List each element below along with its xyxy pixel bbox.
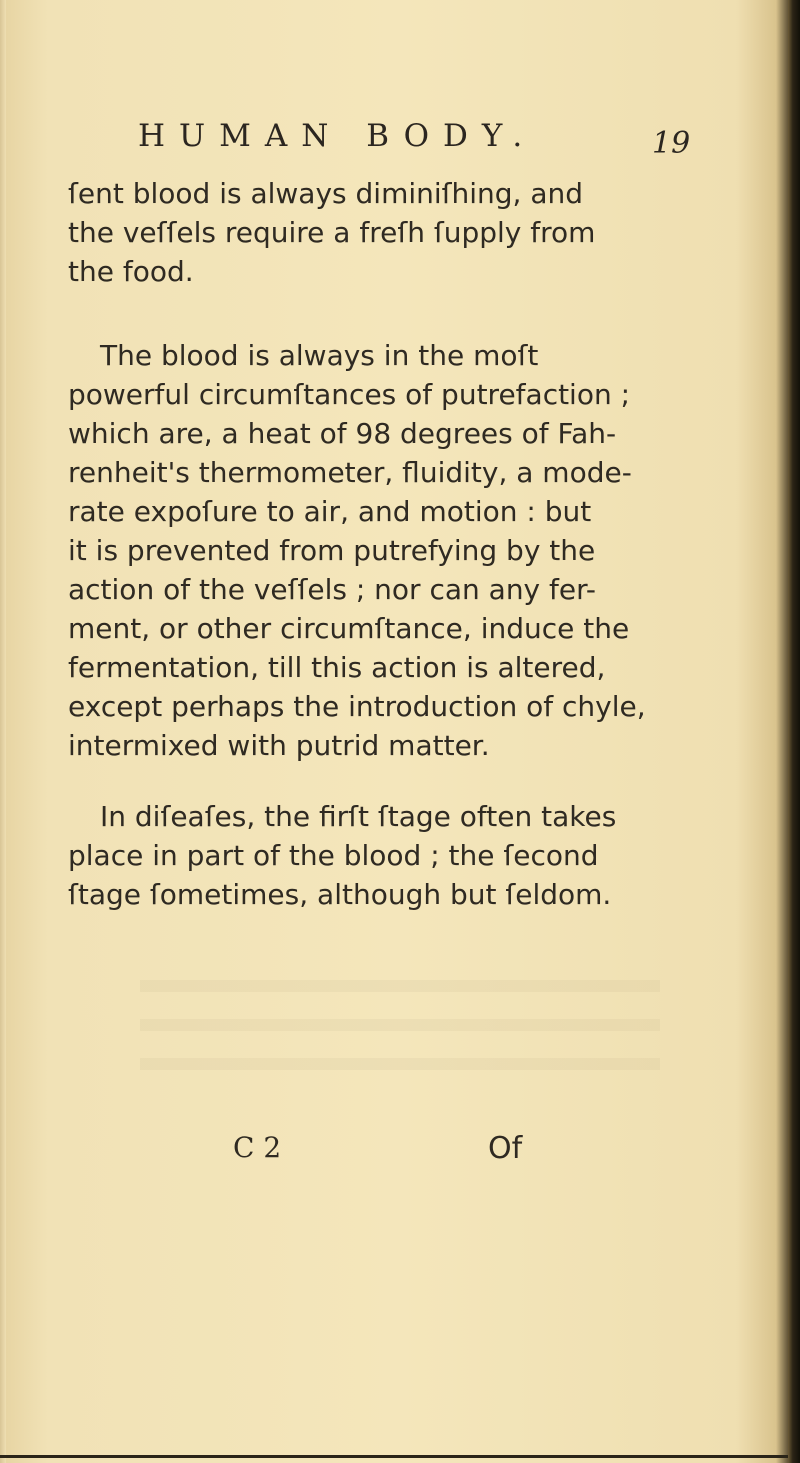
text-line: which are, a heat of 98 degrees of Fah- bbox=[68, 417, 617, 450]
text-line: ment, or other circumſtance, induce the bbox=[68, 612, 630, 645]
paragraph-3 bbox=[68, 797, 628, 914]
signature-mark: C 2 bbox=[233, 1131, 282, 1164]
text-line: ſent blood is always diminiſhing, and bbox=[68, 177, 584, 210]
text-line: renheit's thermometer, fluidity, a mode- bbox=[68, 456, 632, 489]
text-line: except perhaps the introduction of chyle, bbox=[68, 690, 646, 723]
page-binding-edge bbox=[788, 0, 800, 1463]
text-line: powerful circumſtances of putrefaction ; bbox=[68, 378, 631, 411]
text-line: rate expoſure to air, and motion : but bbox=[68, 495, 592, 528]
text-line: intermixed with putrid matter. bbox=[68, 729, 490, 762]
text-line: the veſſels require a freſh ſupply from bbox=[68, 216, 596, 249]
text-line: In diſeaſes, the firſt ſtage often takes bbox=[100, 800, 617, 833]
catchword: Of bbox=[488, 1131, 523, 1166]
text-line: fermentation, till this action is altered, bbox=[68, 651, 606, 684]
text-line: it is prevented from putrefying by the bbox=[68, 534, 596, 567]
text-line: the food. bbox=[68, 255, 194, 288]
paragraph-1 bbox=[68, 174, 628, 291]
text-line: ſtage ſometimes, although but ſeldom. bbox=[68, 878, 612, 911]
page-left-edge bbox=[0, 0, 6, 1463]
text-line: The blood is always in the moſt bbox=[100, 339, 539, 372]
paragraph-2 bbox=[68, 336, 646, 765]
running-head: HUMAN BODY. bbox=[138, 118, 537, 154]
text-line: action of the veſſels ; nor can any fer- bbox=[68, 573, 596, 606]
text-line: place in part of the blood ; the ſecond bbox=[68, 839, 599, 872]
page-bottom-edge bbox=[0, 1455, 790, 1458]
ink-show-through bbox=[140, 980, 660, 1070]
page-number: 19 bbox=[652, 126, 691, 161]
